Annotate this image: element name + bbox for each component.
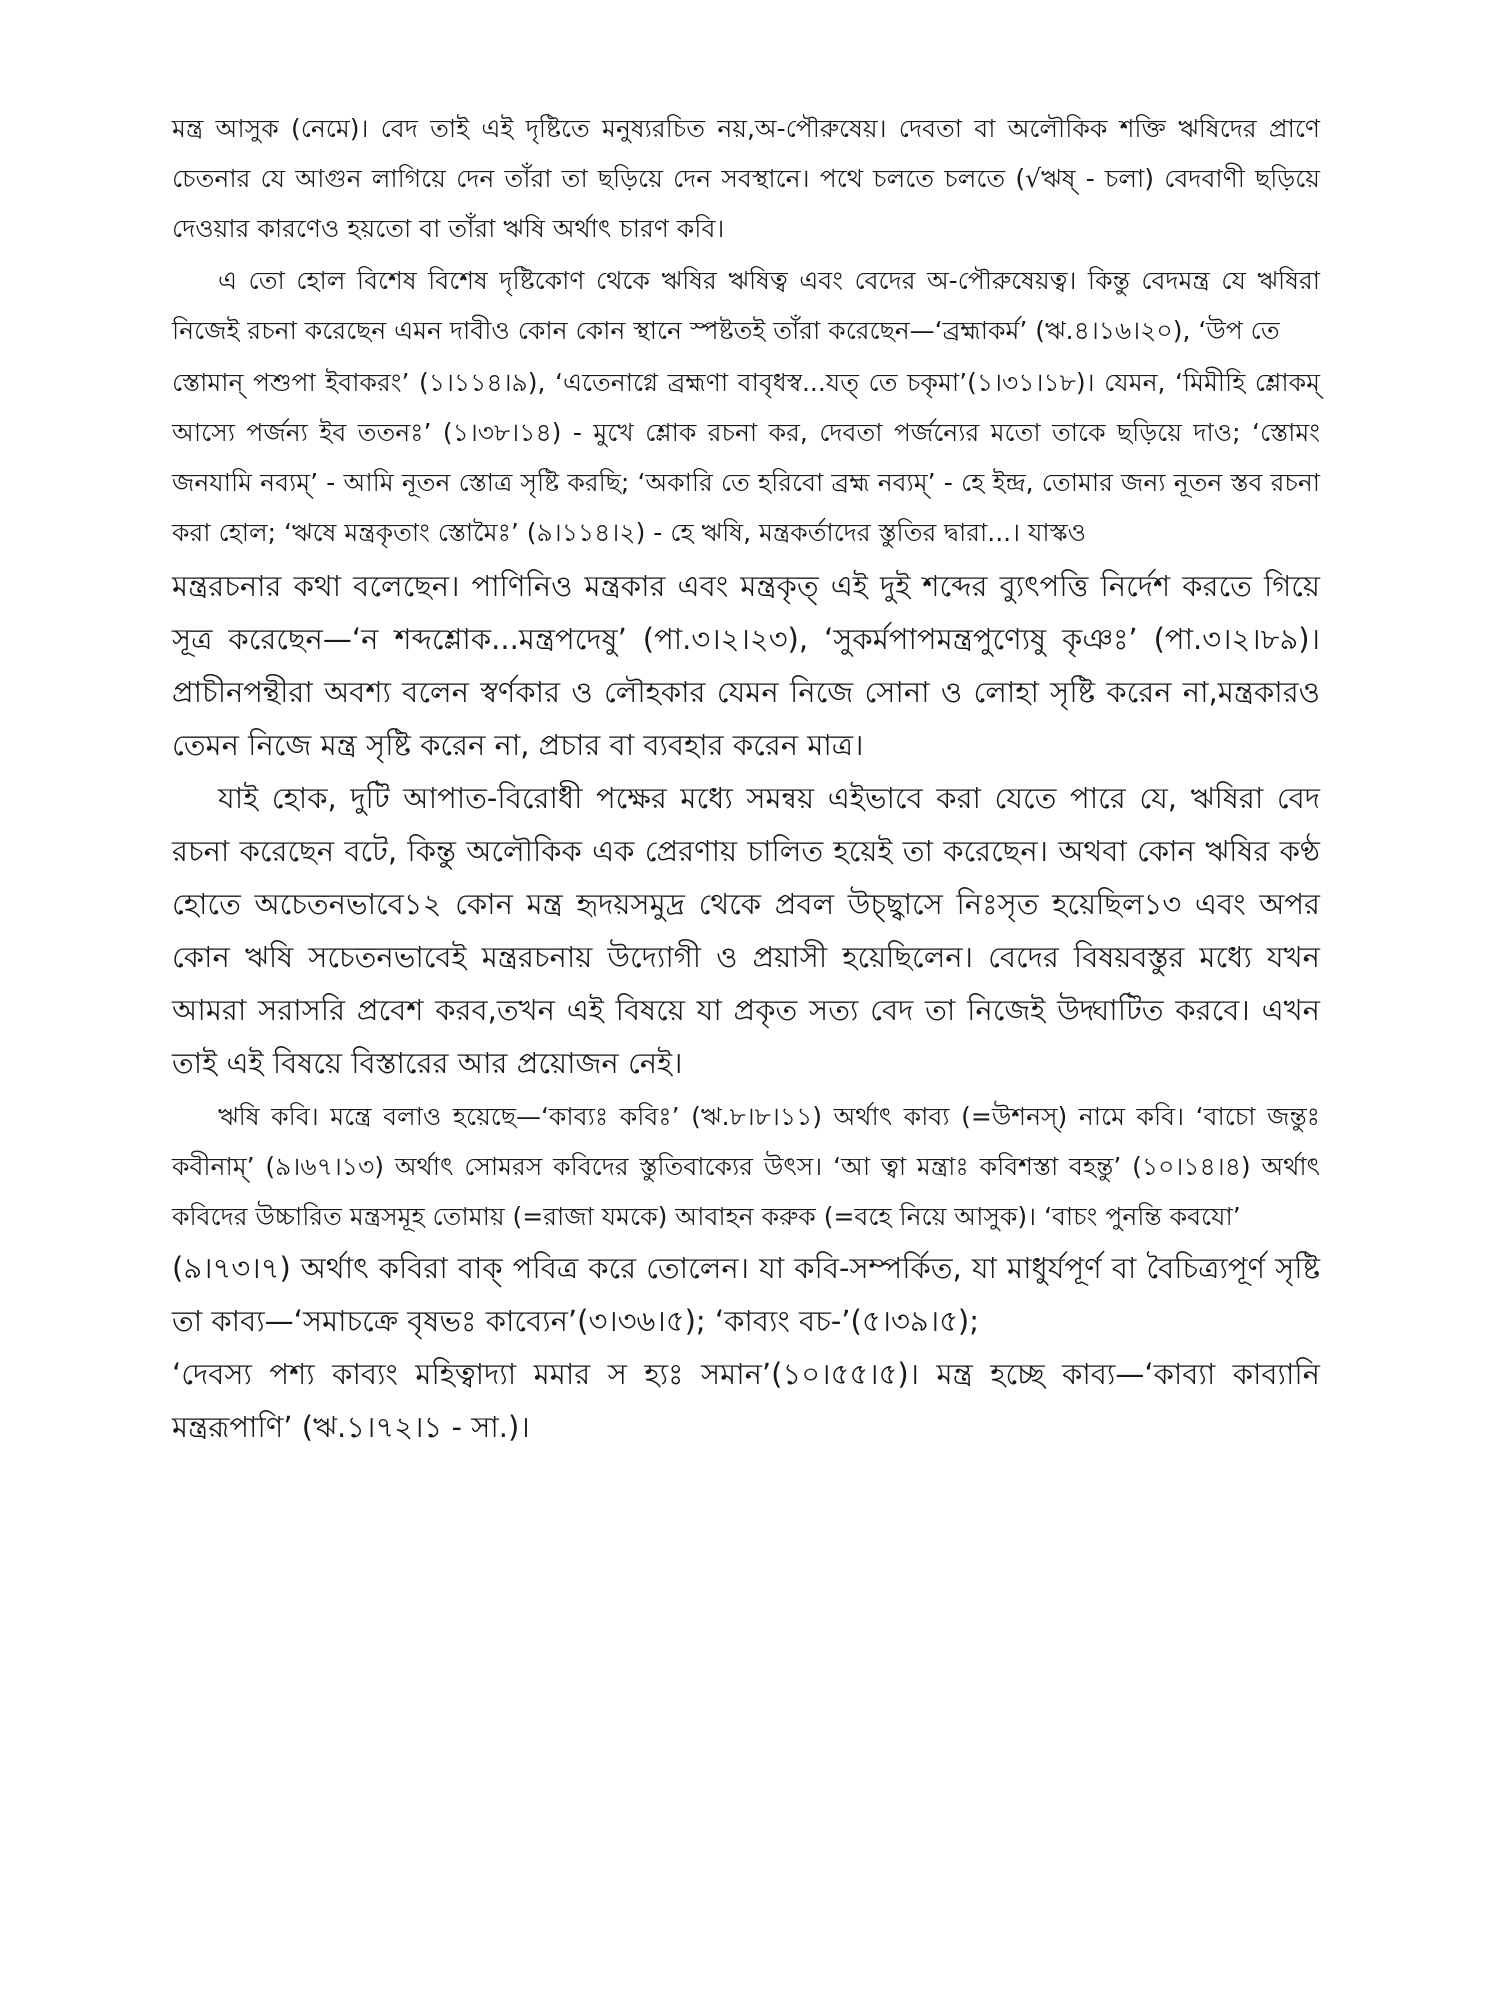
paragraph-apaurusheyatva: এ তো হোল বিশেষ বিশেষ দৃষ্টিকোণ থেকে ঋষির ঋষিত্ব এবং বেদের অ-পৌরুষেয়ত্ব। কিন্তু বেদমন্ত্র যে ঋষিরা নিজেই রচনা করেছেন এমন দাবীও কোন কোন স্থানে স্পষ্টতই তাঁরা করেছেন—‘ব্রহ্মাকর্ম’ (ঋ.৪।১৬।২০), ‘উপ তে [172, 266, 1320, 345]
paragraph-intro: মন্ত্র আসুক (নেমে)। বেদ তাই এই দৃষ্টিতে মনুষ্যরচিত নয়,অ-পৌরুষেয়। দেবতা বা অলৌকিক শক্তি ঋষিদের প্রাণে চেতনার যে আগুন লাগিয়ে দেন তাঁরা তা ছড়িয়ে দেন সবস্থানে। পথে চলতে চলতে (√ঋষ্ - চলা) বেদবাণী ছড়িয়ে দেওয়ার কারণেও হয়তো বা তাঁরা ঋষি অর্থাৎ চারণ কবি। [172, 114, 1320, 243]
paragraph-reconciliation: যাই হোক, দুটি আপাত-বিরোধী পক্ষের মধ্যে সমন্বয় এইভাবে করা যেতে পারে যে, ঋষিরা বেদ রচনা করেছেন বটে, কিন্তু অলৌকিক এক প্রেরণায় চালিত হয়েই তা করেছেন। অথবা কোন ঋষির কণ্ঠ হোতে অচেতনভাবে১২ কোন মন্ত্র হৃদয়সমুদ্র থেকে প্রবল উচ্ছ্বাসে নিঃসৃত হয়েছিল১৩ এবং অপর কোন ঋষি সচেতনভাবেই মন্ত্ররচনায় উদ্যোগী ও প্রয়াসী হয়েছিলেন। বেদের বিষয়বস্তুর মধ্যে যখন আমরা সরাসরি প্রবেশ করব,তখন এই বিষয়ে যা প্রকৃত সত্য বেদ তা নিজেই উদ্ঘাটিত করবে। এখন তাই এই বিষয়ে বিস্তারের আর প্রয়োজন নেই। [172, 781, 1320, 1080]
paragraph-conclusion: ‘দেবস্য পশ্য কাব্যং মহিত্বাদ্যা মমার স হ্যঃ সমান’(১০।৫৫।৫)। মন্ত্র হচ্ছে কাব্য—‘কাব্যা কাব্যানি মন্ত্ররূপাণি’ (ঋ.১।৭২।১ - সা.)। [172, 1357, 1320, 1444]
paragraph-kavya: (৯।৭৩।৭) অর্থাৎ কবিরা বাক্ পবিত্র করে তোলেন। যা কবি-সম্পর্কিত, যা মাধুর্যপূর্ণ বা বৈচিত্র্যপূর্ণ সৃষ্টি তা কাব্য—‘সমাচক্রে বৃষভঃ কাব্যেন’(৩।৩৬।৫); ‘কাব্যং বচ-’(৫।৩৯।৫); [172, 1251, 1320, 1338]
paragraph-rishi-kavi: ঋষি কবি। মন্ত্রে বলাও হয়েছে—‘কাব্যঃ কবিঃ’ (ঋ.৮।৮।১১) অর্থাৎ কাব্য (=উশনস্) নামে কবি। ‘বাচো জন্তুঃ কবীনাম্’ (৯।৬৭।১৩) অর্থাৎ সোমরস কবিদের স্তুতিবাক্যের উৎস। ‘আ ত্বা মন্ত্রাঃ কবিশস্তা বহন্তু’ (১০।১৪।৪) অর্থাৎ কবিদের উচ্চারিত মন্ত্রসমূহ তোমায় (=রাজা যমকে) আবাহন করুক (=বহে নিয়ে আসুক)। ‘বাচং পুনন্তি কবযো’ [172, 1102, 1320, 1231]
book-page [172, 104, 1320, 1904]
paragraph-mantra-composition: মন্ত্ররচনার কথা বলেছেন। পাণিনিও মন্ত্রকার এবং মন্ত্রকৃত্ এই দুই শব্দের ব্যুৎপত্তি নির্দেশ করতে গিয়ে সূত্র করেছেন—‘ন শব্দশ্লোক...মন্ত্রপদেষু’ (পা.৩।২।২৩), ‘সুকর্মপাপমন্ত্রপুণ্যেষু কৃঞঃ’ (পা.৩।২।৮৯)। প্রাচীনপন্থীরা অবশ্য বলেন স্বর্ণকার ও লৌহকার যেমন নিজে সোনা ও লোহা সৃষ্টি করেন না,মন্ত্রকারও তেমন নিজে মন্ত্র সৃষ্টি করেন না, প্রচার বা ব্যবহার করেন মাত্র। [172, 569, 1320, 762]
paragraph-quotations: স্তোমান্ পশুপা ইবাকরং’ (১।১১৪।৯), ‘এতেনাগ্নে ব্রহ্মণা বাবৃধস্ব...যত্ তে চকৃমা’(১।৩১।১৮)। যেমন, ‘মিমীহি শ্লোকম্ আস্যে পর্জন্য ইব ততনঃ’ (১।৩৮।১৪) - মুখে শ্লোক রচনা কর, দেবতা পর্জন্যের মতো তাকে ছড়িয়ে দাও; ‘স্তোমং জনযামি নব্যম্’ - আমি নূতন স্তোত্র সৃষ্টি করছি; ‘অকারি তে হরিবো ব্রহ্ম নব্যম্’ - হে ইন্দ্র, তোমার জন্য নূতন স্তব রচনা করা হোল; ‘ঋষে মন্ত্রকৃতাং স্তোমৈঃ’ (৯।১১৪।২) - হে ঋষি, মন্ত্রকর্তাদের স্তুতির দ্বারা...। যাস্কও [172, 368, 1321, 547]
